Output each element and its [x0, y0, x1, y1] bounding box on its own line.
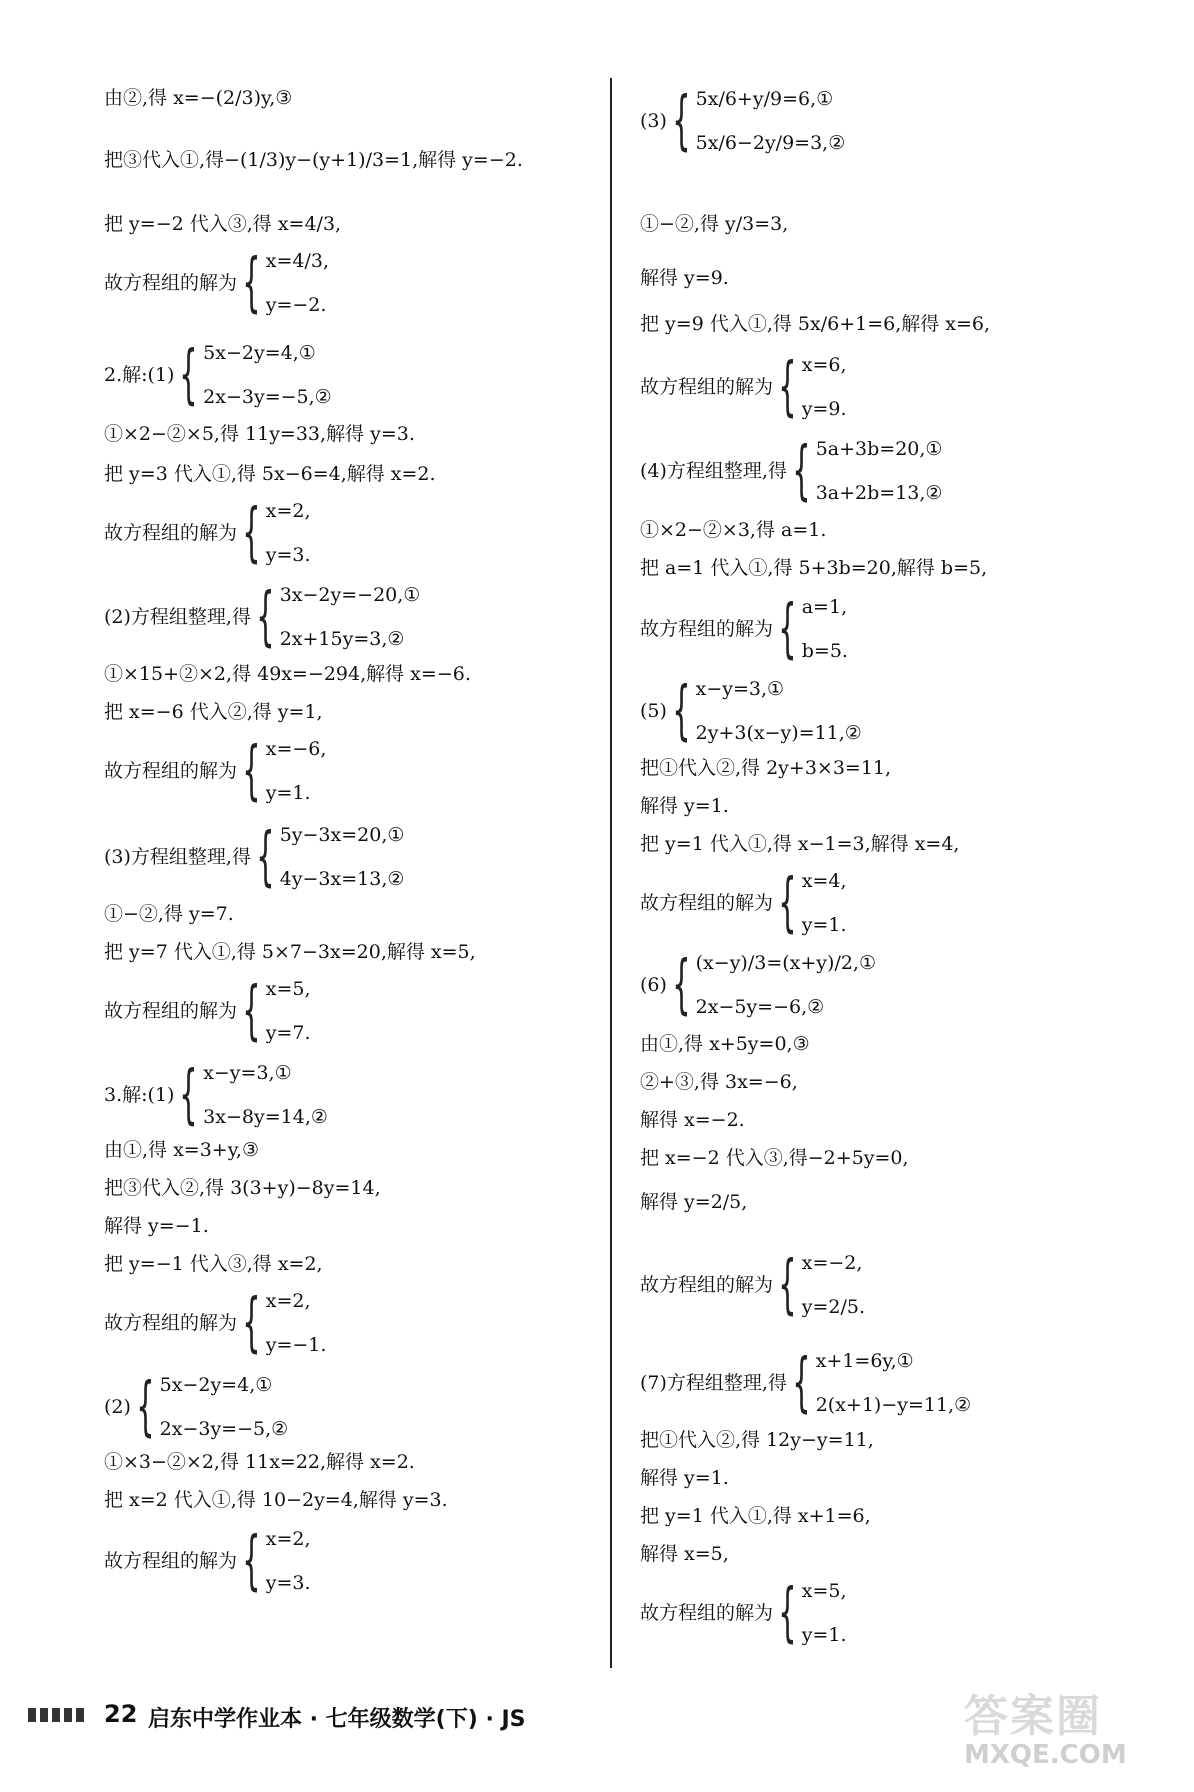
- solution-text: 解得 y=1.: [640, 795, 729, 817]
- equation: 5x/6+y/9=6,①: [695, 88, 834, 110]
- page-number: 22: [104, 1700, 138, 1728]
- brace-icon: {: [778, 866, 797, 940]
- brace-icon: {: [256, 820, 275, 894]
- solution-text: 把 y=−2 代入③,得 x=4/3,: [104, 213, 342, 235]
- solution-text: 把 x=−2 代入③,得−2+5y=0,: [640, 1147, 909, 1169]
- equation: 5a+3b=20,①: [815, 438, 943, 460]
- brace-icon: {: [672, 84, 691, 158]
- system-label: 故方程组的解为: [640, 376, 774, 398]
- equation: 2x−3y=−5,②: [159, 1418, 289, 1440]
- equation-system: [104, 248, 329, 318]
- equation: 2y+3(x−y)=11,②: [695, 722, 862, 744]
- equation: 2x+15y=3,②: [279, 628, 405, 650]
- watermark-mark: 答案圈: [964, 1691, 1102, 1742]
- equation: 5x/6−2y/9=3,②: [695, 132, 846, 154]
- equation: x=5,: [801, 1580, 847, 1602]
- equation: x=5,: [265, 978, 311, 1000]
- solution-text: ①×2−②×5,得 11y=33,解得 y=3.: [104, 423, 415, 445]
- equation: y=1.: [265, 782, 311, 804]
- system-label: 故方程组的解为: [640, 892, 774, 914]
- system-label: (5): [640, 700, 667, 722]
- system-label: 故方程组的解为: [104, 1550, 238, 1572]
- system-label: (2): [104, 1396, 131, 1418]
- solution-text: 解得 y=2/5,: [640, 1191, 748, 1213]
- equation-system: [640, 676, 862, 746]
- equation-system: [104, 498, 311, 568]
- equation-system: [640, 86, 845, 156]
- system-label: (2)方程组整理,得: [104, 606, 251, 628]
- equation: y=3.: [265, 1572, 311, 1594]
- equation-system: [640, 868, 847, 938]
- solution-line: [640, 1188, 747, 1216]
- solution-line: [104, 146, 523, 174]
- solution-line: [640, 1540, 729, 1568]
- solution-line: [104, 210, 341, 238]
- equation: x=2,: [265, 500, 311, 522]
- system-label: 故方程组的解为: [104, 1000, 238, 1022]
- solution-text: 解得 y=1.: [640, 1467, 729, 1489]
- brace-icon: {: [792, 434, 811, 508]
- equation: y=1.: [801, 914, 847, 936]
- equation: x=4,: [801, 870, 847, 892]
- equation: 3x−2y=−20,①: [279, 584, 421, 606]
- solution-text: 把 y=7 代入①,得 5×7−3x=20,解得 x=5,: [104, 941, 476, 963]
- solution-text: 把 a=1 代入①,得 5+3b=20,解得 b=5,: [640, 557, 988, 579]
- equation-system: [104, 736, 326, 806]
- column-divider: [610, 78, 612, 1668]
- equation-system: [104, 340, 332, 410]
- system-label: 故方程组的解为: [104, 522, 238, 544]
- solution-text: ①×15+②×2,得 49x=−294,解得 x=−6.: [104, 663, 471, 685]
- equation-system: [104, 1372, 288, 1442]
- equation-system: [104, 582, 420, 652]
- brace-icon: {: [179, 1058, 198, 1132]
- system-label: (3)方程组整理,得: [104, 846, 251, 868]
- brace-icon: {: [242, 1524, 261, 1598]
- solution-text: 解得 x=5,: [640, 1543, 729, 1565]
- book-title: 启东中学作业本 · 七年级数学(下) · JS: [148, 1707, 526, 1732]
- solution-text: 把 x=2 代入①,得 10−2y=4,解得 y=3.: [104, 1489, 448, 1511]
- equation-system: [104, 1060, 328, 1130]
- equation: x=4/3,: [265, 250, 329, 272]
- solution-text: 把 y=−1 代入③,得 x=2,: [104, 1253, 323, 1275]
- equation: y=9.: [801, 398, 847, 420]
- system-label: (4)方程组整理,得: [640, 460, 787, 482]
- solution-text: ①×3−②×2,得 11x=22,解得 x=2.: [104, 1451, 415, 1473]
- system-label: 故方程组的解为: [104, 1312, 238, 1334]
- equation-system: [640, 436, 942, 506]
- solution-line: [104, 460, 436, 488]
- equation: 3a+2b=13,②: [815, 482, 943, 504]
- solution-line: [640, 210, 788, 238]
- solution-text: ①×2−②×3,得 a=1.: [640, 519, 827, 541]
- solution-line: [640, 1030, 810, 1058]
- solution-line: [104, 84, 292, 112]
- solution-text: 由①,得 x+5y=0,③: [640, 1033, 810, 1055]
- equation-system: [104, 1288, 326, 1358]
- solution-line: [640, 554, 987, 582]
- equation-system: [640, 1348, 971, 1418]
- solution-text: ②+③,得 3x=−6,: [640, 1071, 798, 1093]
- system-label: 2.解:(1): [104, 364, 175, 386]
- brace-icon: {: [778, 592, 797, 666]
- equation: (x−y)/3=(x+y)/2,①: [695, 952, 877, 974]
- solution-line: [104, 938, 476, 966]
- brace-icon: {: [256, 580, 275, 654]
- system-label: 故方程组的解为: [640, 618, 774, 640]
- solution-text: 把 y=1 代入①,得 x+1=6,: [640, 1505, 871, 1527]
- equation: 5x−2y=4,①: [159, 1374, 273, 1396]
- equation: x+1=6y,①: [815, 1350, 914, 1372]
- solution-text: 把 y=3 代入①,得 5x−6=4,解得 x=2.: [104, 463, 436, 485]
- system-label: (3): [640, 110, 667, 132]
- solution-line: [104, 1250, 323, 1278]
- equation: 4y−3x=13,②: [279, 868, 405, 890]
- solution-text: 由②,得 x=−(2/3)y,③: [104, 87, 293, 109]
- brace-icon: {: [242, 734, 261, 808]
- brace-icon: {: [792, 1346, 811, 1420]
- equation: x=2,: [265, 1528, 311, 1550]
- brace-icon: {: [179, 338, 198, 412]
- equation: y=2/5.: [801, 1296, 866, 1318]
- equation: 2(x+1)−y=11,②: [815, 1394, 972, 1416]
- equation: 3x−8y=14,②: [203, 1106, 328, 1128]
- solution-line: [640, 1144, 909, 1172]
- system-label: 3.解:(1): [104, 1084, 175, 1106]
- brace-icon: {: [672, 948, 691, 1022]
- solution-line: [104, 1174, 381, 1202]
- equation-system: [640, 594, 848, 664]
- solution-text: 解得 y=9.: [640, 267, 729, 289]
- solution-line: [640, 830, 959, 858]
- equation: y=1.: [801, 1624, 847, 1646]
- brace-icon: {: [672, 674, 691, 748]
- equation: 5x−2y=4,①: [203, 342, 316, 364]
- solution-line: [640, 1106, 745, 1134]
- solution-text: 把①代入②,得 2y+3×3=11,: [640, 757, 892, 779]
- solution-line: [640, 754, 891, 782]
- solution-line: [104, 1486, 448, 1514]
- brace-icon: {: [242, 246, 261, 320]
- equation: y=−1.: [265, 1334, 327, 1356]
- equation-system: [640, 1578, 847, 1648]
- system-label: 故方程组的解为: [640, 1274, 774, 1296]
- system-label: 故方程组的解为: [104, 272, 238, 294]
- solution-line: [104, 900, 234, 928]
- brace-icon: {: [242, 496, 261, 570]
- equation-system: [640, 950, 876, 1020]
- brace-icon: {: [242, 1286, 261, 1360]
- system-label: (7)方程组整理,得: [640, 1372, 787, 1394]
- solution-line: [104, 1448, 415, 1476]
- system-label: 故方程组的解为: [104, 760, 238, 782]
- brace-icon: {: [242, 974, 261, 1048]
- equation: x−y=3,①: [203, 1062, 292, 1084]
- solution-text: ①−②,得 y/3=3,: [640, 213, 789, 235]
- equation: x=−2,: [801, 1252, 863, 1274]
- solution-text: 把①代入②,得 12y−y=11,: [640, 1429, 874, 1451]
- equation: x=−6,: [265, 738, 327, 760]
- solution-line: [640, 1502, 871, 1530]
- solution-text: 把③代入②,得 3(3+y)−8y=14,: [104, 1177, 381, 1199]
- solution-text: 解得 x=−2.: [640, 1109, 745, 1131]
- solution-line: [104, 698, 323, 726]
- solution-text: ①−②,得 y=7.: [104, 903, 234, 925]
- equation-system: [104, 1526, 311, 1596]
- brace-icon: {: [778, 1248, 797, 1322]
- solution-line: [104, 660, 471, 688]
- system-label: (6): [640, 974, 667, 996]
- equation: x−y=3,①: [695, 678, 785, 700]
- equation: y=3.: [265, 544, 311, 566]
- solution-line: [640, 1426, 874, 1454]
- equation-system: [640, 1250, 865, 1320]
- solution-line: [104, 1212, 209, 1240]
- equation-system: [104, 976, 311, 1046]
- watermark-logo: [964, 1680, 1164, 1780]
- solution-line: [640, 264, 729, 292]
- equation: 5y−3x=20,①: [279, 824, 405, 846]
- solution-text: 把 y=9 代入①,得 5x/6+1=6,解得 x=6,: [640, 313, 991, 335]
- equation-system: [104, 822, 404, 892]
- watermark-url: MXQE.COM: [964, 1740, 1127, 1770]
- solution-text: 把 x=−6 代入②,得 y=1,: [104, 701, 323, 723]
- equation: a=1,: [801, 596, 848, 618]
- equation: y=7.: [265, 1022, 311, 1044]
- equation-system: [640, 352, 847, 422]
- equation: 2x−3y=−5,②: [203, 386, 332, 408]
- equation: x=6,: [801, 354, 847, 376]
- brace-icon: {: [778, 350, 797, 424]
- solution-line: [640, 1068, 798, 1096]
- solution-text: 把 y=1 代入①,得 x−1=3,解得 x=4,: [640, 833, 960, 855]
- solution-text: 把③代入①,得−(1/3)y−(y+1)/3=1,解得 y=−2.: [104, 149, 523, 171]
- solution-line: [104, 420, 415, 448]
- equation: y=−2.: [265, 294, 327, 316]
- equation: x=2,: [265, 1290, 311, 1312]
- footer-decoration: [28, 1708, 88, 1722]
- solution-line: [104, 1136, 259, 1164]
- brace-icon: {: [778, 1576, 797, 1650]
- solution-line: [640, 516, 826, 544]
- solution-text: 解得 y=−1.: [104, 1215, 209, 1237]
- solution-line: [640, 310, 990, 338]
- equation: b=5.: [801, 640, 848, 662]
- solution-text: 由①,得 x=3+y,③: [104, 1139, 260, 1161]
- solution-line: [640, 1464, 729, 1492]
- solution-line: [640, 792, 729, 820]
- system-label: 故方程组的解为: [640, 1602, 774, 1624]
- equation: 2x−5y=−6,②: [695, 996, 825, 1018]
- brace-icon: {: [136, 1370, 155, 1444]
